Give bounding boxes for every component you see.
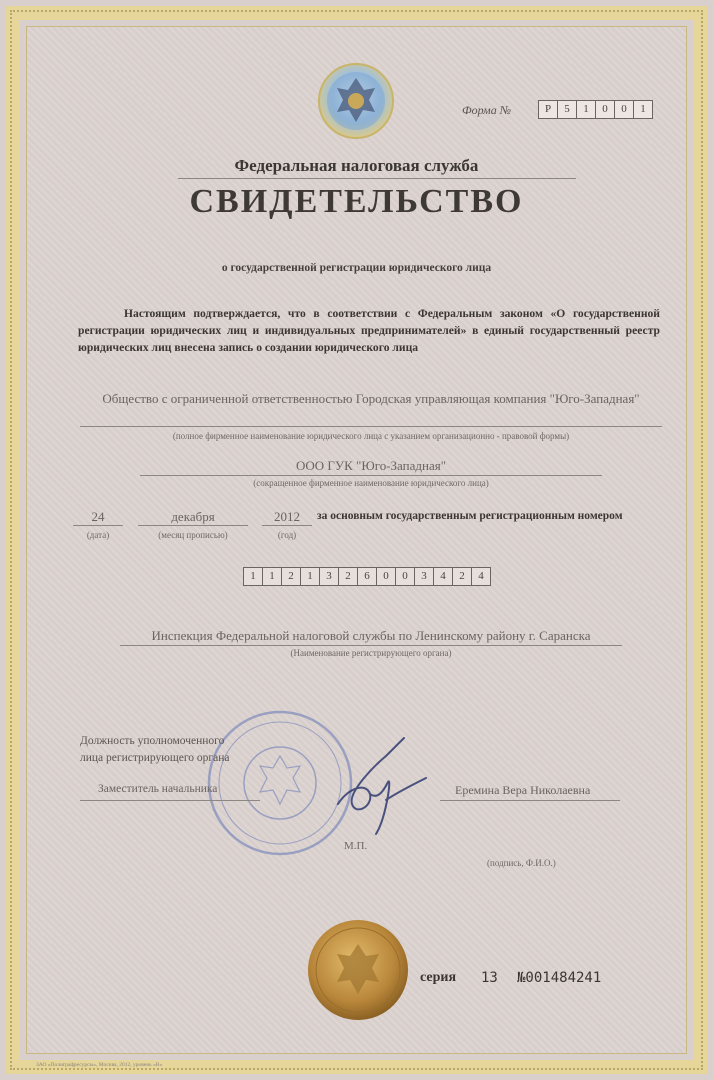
registering-body: Инспекция Федеральной налоговой службы по Ленинскому району г. Саранска <box>151 628 591 643</box>
day-underline <box>73 525 123 526</box>
fns-emblem-icon <box>317 62 395 140</box>
full-name-underline <box>80 426 662 427</box>
signer-hint: (подпись, Ф.И.О.) <box>487 858 556 868</box>
serial-number: №001484241 <box>517 970 602 986</box>
ogrn-cells <box>243 567 491 586</box>
form-code-cell: 1 <box>577 101 596 118</box>
position-label-line2: лица регистрирующего органа <box>80 752 230 764</box>
registering-body-underline <box>120 645 622 646</box>
month-hint: (месяц прописью) <box>158 530 228 540</box>
confirmation-paragraph: Настоящим подтверждается, что в соответствии с Федеральным законом «О государственной регистрации юридических лиц и индивидуальных предпринимателей» в единый государственный реестр юридических лиц внесена запись о создании юридического лица <box>78 307 660 354</box>
signature-icon <box>326 730 436 840</box>
document-title: СВИДЕТЕЛЬСТВО <box>189 183 524 220</box>
ogrn-digit: 6 <box>358 568 377 585</box>
registering-body-hint: (Наименование регистрирующего органа) <box>290 648 452 658</box>
form-code-cells <box>538 100 653 119</box>
ogrn-digit: 4 <box>434 568 453 585</box>
form-code-cell: 0 <box>596 101 615 118</box>
short-name-underline <box>140 475 602 476</box>
position-label <box>80 733 229 767</box>
series-label: серия <box>420 970 457 985</box>
short-name-hint: (сокращенное фирменное наименование юридического лица) <box>253 478 489 488</box>
ogrn-digit: 2 <box>453 568 472 585</box>
month-underline <box>138 525 248 526</box>
ogrn-digit: 0 <box>377 568 396 585</box>
ogrn-digit: 3 <box>415 568 434 585</box>
form-code-cell: Р <box>539 101 558 118</box>
ogrn-digit: 1 <box>301 568 320 585</box>
full-name-hint: (полное фирменное наименование юридического лица с указанием организационно - правовой формы) <box>172 431 570 441</box>
full-company-name: Общество с ограниченной ответственностью Городская управляющая компания "Юго-Западная" <box>102 391 640 406</box>
ogrn-digit: 2 <box>339 568 358 585</box>
registration-year: 2012 <box>274 509 300 524</box>
ogrn-digit: 3 <box>320 568 339 585</box>
form-code-cell: 0 <box>615 101 634 118</box>
signer-name: Еремина Вера Николаевна <box>455 783 591 797</box>
day-hint: (дата) <box>86 530 110 540</box>
printer-imprint: ЗАО «Полиграфресурсы», Москва, 2012, уровень «В» <box>36 1062 163 1068</box>
registration-month: декабря <box>171 509 215 524</box>
gold-seal-icon <box>306 918 410 1022</box>
registration-number-label: за основным государственным регистрационным номером <box>317 510 623 522</box>
ogrn-digit: 4 <box>472 568 490 585</box>
ogrn-digit: 1 <box>244 568 263 585</box>
document-subtitle: о государственной регистрации юридического лица <box>221 262 492 274</box>
form-code-cell: 5 <box>558 101 577 118</box>
ogrn-digit: 1 <box>263 568 282 585</box>
signer-underline <box>440 800 620 801</box>
ogrn-digit: 0 <box>396 568 415 585</box>
seal-place-label: М.П. <box>344 840 368 852</box>
certificate-paper <box>26 26 687 1054</box>
ogrn-digit: 2 <box>282 568 301 585</box>
form-number-label: Форма № <box>462 103 512 117</box>
official-position: Заместитель начальника <box>98 783 218 795</box>
form-code-cell: 1 <box>634 101 652 118</box>
registration-day: 24 <box>91 509 105 524</box>
position-underline <box>80 800 260 801</box>
position-label-line1: Должность уполномоченного <box>80 735 225 747</box>
year-underline <box>262 525 312 526</box>
title-divider <box>178 178 576 179</box>
series-number: 13 <box>481 970 498 986</box>
short-company-name: ООО ГУК "Юго-Западная" <box>295 458 447 473</box>
agency-name: Федеральная налоговая служба <box>234 156 479 175</box>
year-hint: (год) <box>277 530 297 540</box>
